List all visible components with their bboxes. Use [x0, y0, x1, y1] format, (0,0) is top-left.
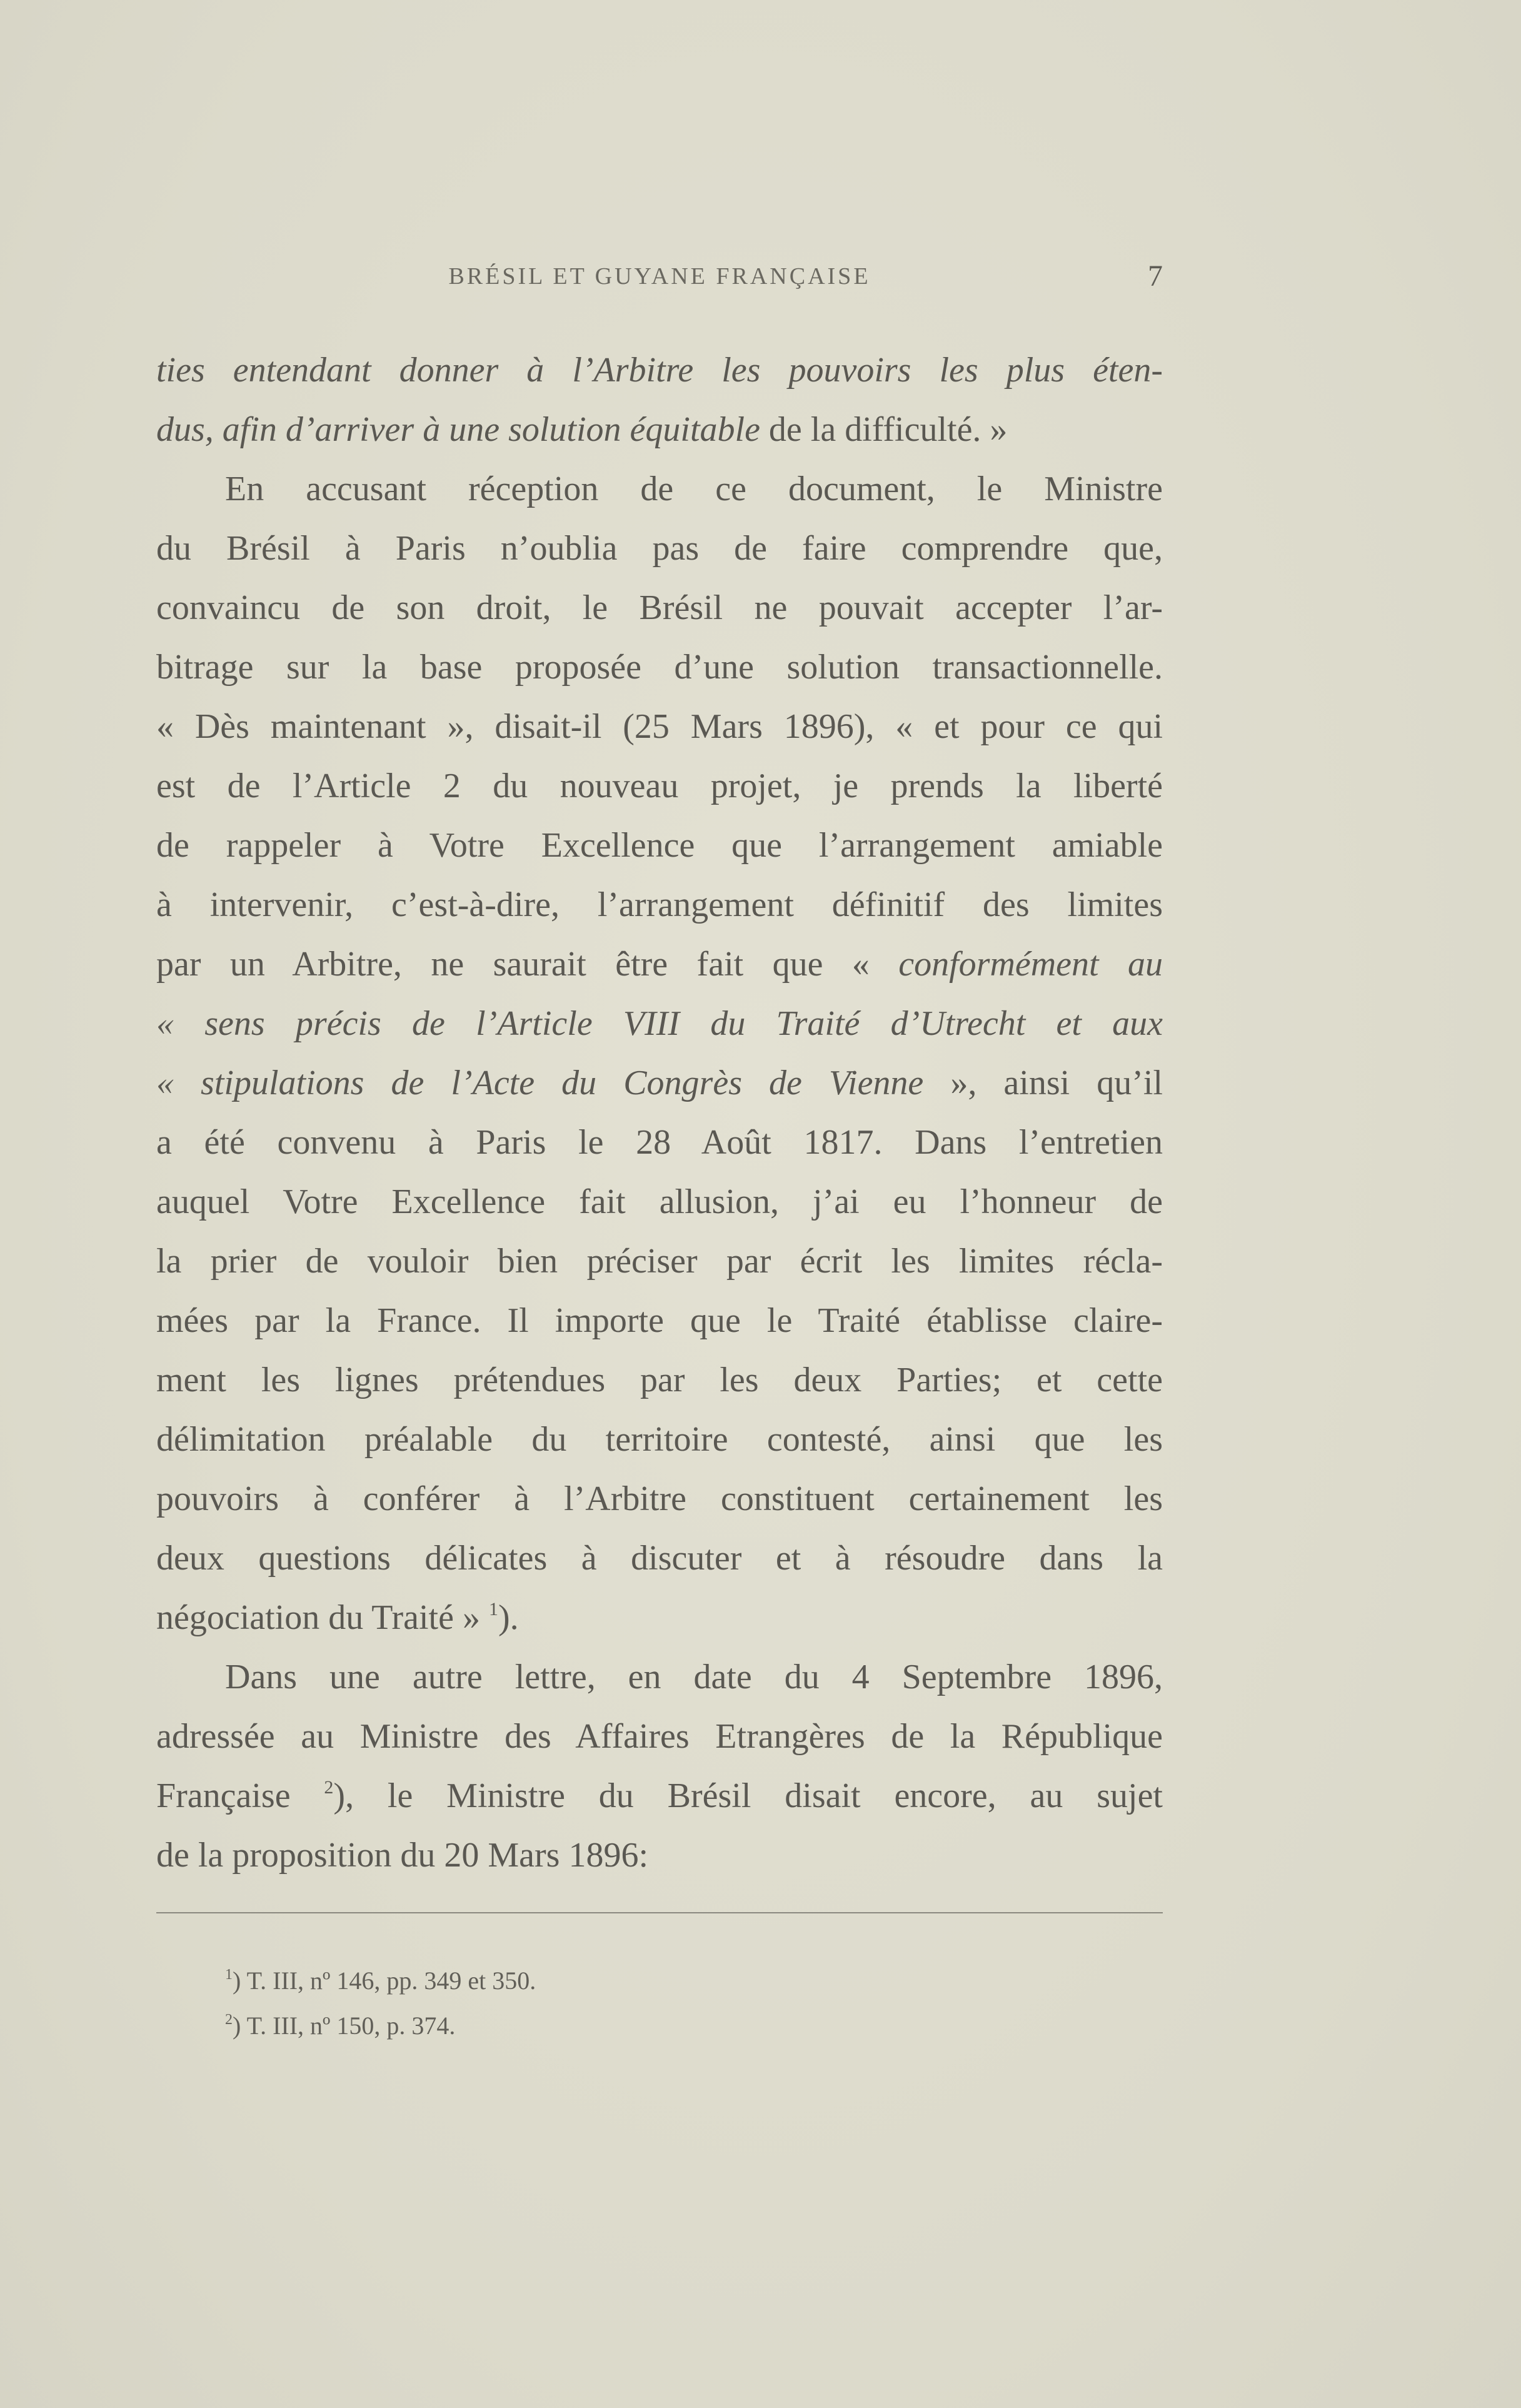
text-segment: à intervenir, c’est-à-dire, l’arrangement définitif des limites	[156, 885, 1163, 924]
text-segment: deux questions délicates à discuter et à résoudre dans la	[156, 1539, 1163, 1578]
text-segment: de rappeler à Votre Excellence que l’arrangement amiable	[156, 826, 1163, 865]
text-segment: par un Arbitre, ne saurait être fait que «	[156, 945, 899, 984]
footnote-reference: 2	[324, 1777, 334, 1798]
text-line	[156, 1529, 1163, 1588]
text-segment: de la proposition du 20 Mars 1896:	[156, 1836, 649, 1875]
footnote-rule	[156, 1912, 1163, 1913]
footnote-mark: 1	[225, 1967, 233, 1983]
text-segment: est de l’Article 2 du nouveau projet, je prends la liberté	[156, 767, 1163, 805]
text-line	[156, 638, 1163, 697]
text-segment: mées par la France. Il importe que le Traité établisse claire-	[156, 1301, 1163, 1340]
running-title: BRÉSIL ET GUYANE FRANÇAISE	[448, 263, 871, 290]
text-line	[156, 1172, 1163, 1232]
text-segment: la prier de vouloir bien préciser par écrit les limites récla-	[156, 1242, 1163, 1281]
text-line	[156, 1113, 1163, 1172]
text-line	[156, 578, 1163, 638]
footnote-reference: 1	[488, 1599, 498, 1620]
text-segment: convaincu de son droit, le Brésil ne pouvait accepter l’ar-	[156, 588, 1163, 627]
running-head	[156, 259, 1163, 300]
text-segment: « sens précis de l’Article VIII du Traité d’Utrecht et aux	[156, 1004, 1163, 1043]
text-line	[156, 1054, 1163, 1113]
text-segment: négociation du Traité »	[156, 1598, 489, 1637]
footnote-mark: 2	[225, 2012, 233, 2028]
text-segment: ), le Ministre du Brésil disait encore, au sujet	[333, 1776, 1163, 1815]
text-segment: délimitation préalable du territoire contesté, ainsi que les	[156, 1420, 1163, 1459]
text-line	[156, 519, 1163, 578]
text-segment: ment les lignes prétendues par les deux Parties; et cette	[156, 1361, 1163, 1399]
footnote-text: ) T. III, nº 150, p. 374.	[233, 2012, 456, 2040]
text-line	[156, 1410, 1163, 1469]
text-segment: « stipulations de l’Acte du Congrès de Vienne	[156, 1064, 924, 1102]
text-segment: Dans une autre lettre, en date du 4 Septembre 1896,	[225, 1658, 1163, 1696]
footnote	[225, 2003, 1100, 2048]
text-segment: de la difficulté. »	[760, 410, 1008, 449]
text-segment: du Brésil à Paris n’oublia pas de faire comprendre que,	[156, 529, 1163, 568]
text-line	[156, 1232, 1163, 1291]
text-line	[156, 400, 1163, 460]
text-segment: « Dès maintenant », disait-il (25 Mars 1896), « et pour ce qui	[156, 707, 1163, 746]
text-line	[156, 935, 1163, 994]
text-line	[156, 1766, 1163, 1826]
text-line	[156, 1351, 1163, 1410]
text-line	[156, 757, 1163, 816]
text-line	[156, 1707, 1163, 1766]
text-line	[156, 875, 1163, 935]
text-segment: ties entendant donner à l’Arbitre les pouvoirs les plus éten-	[156, 351, 1163, 390]
text-segment: En accusant réception de ce document, le Ministre	[225, 470, 1163, 508]
text-segment: dus, afin d’arriver à une solution équitable	[156, 410, 760, 449]
text-line	[156, 816, 1163, 875]
body-text	[156, 341, 1163, 1885]
text-line	[156, 1469, 1163, 1529]
footnote-text: ) T. III, nº 146, pp. 349 et 350.	[233, 1967, 536, 1995]
text-line	[156, 1588, 1163, 1648]
text-segment: pouvoirs à conférer à l’Arbitre constituent certainement les	[156, 1479, 1163, 1518]
text-line	[156, 1291, 1163, 1351]
text-line	[156, 994, 1163, 1054]
text-segment: bitrage sur la base proposée d’une solution transactionnelle.	[156, 648, 1163, 687]
footnote	[225, 1958, 1100, 2003]
text-segment: conformément au	[898, 945, 1163, 984]
text-segment: Française	[156, 1776, 324, 1815]
text-segment: a été convenu à Paris le 28 Août 1817. Dans l’entretien	[156, 1123, 1163, 1162]
text-line	[156, 1826, 1163, 1885]
text-segment: ).	[498, 1598, 519, 1637]
text-segment: », ainsi qu’il	[923, 1064, 1163, 1102]
text-line	[156, 697, 1163, 757]
text-segment: adressée au Ministre des Affaires Etrangères de la République	[156, 1717, 1163, 1756]
footnotes	[225, 1958, 1100, 2048]
text-line	[156, 460, 1163, 519]
text-line	[156, 341, 1163, 400]
text-line	[156, 1648, 1163, 1707]
text-segment: auquel Votre Excellence fait allusion, j’ai eu l’honneur de	[156, 1182, 1163, 1221]
page-number: 7	[1148, 259, 1163, 293]
